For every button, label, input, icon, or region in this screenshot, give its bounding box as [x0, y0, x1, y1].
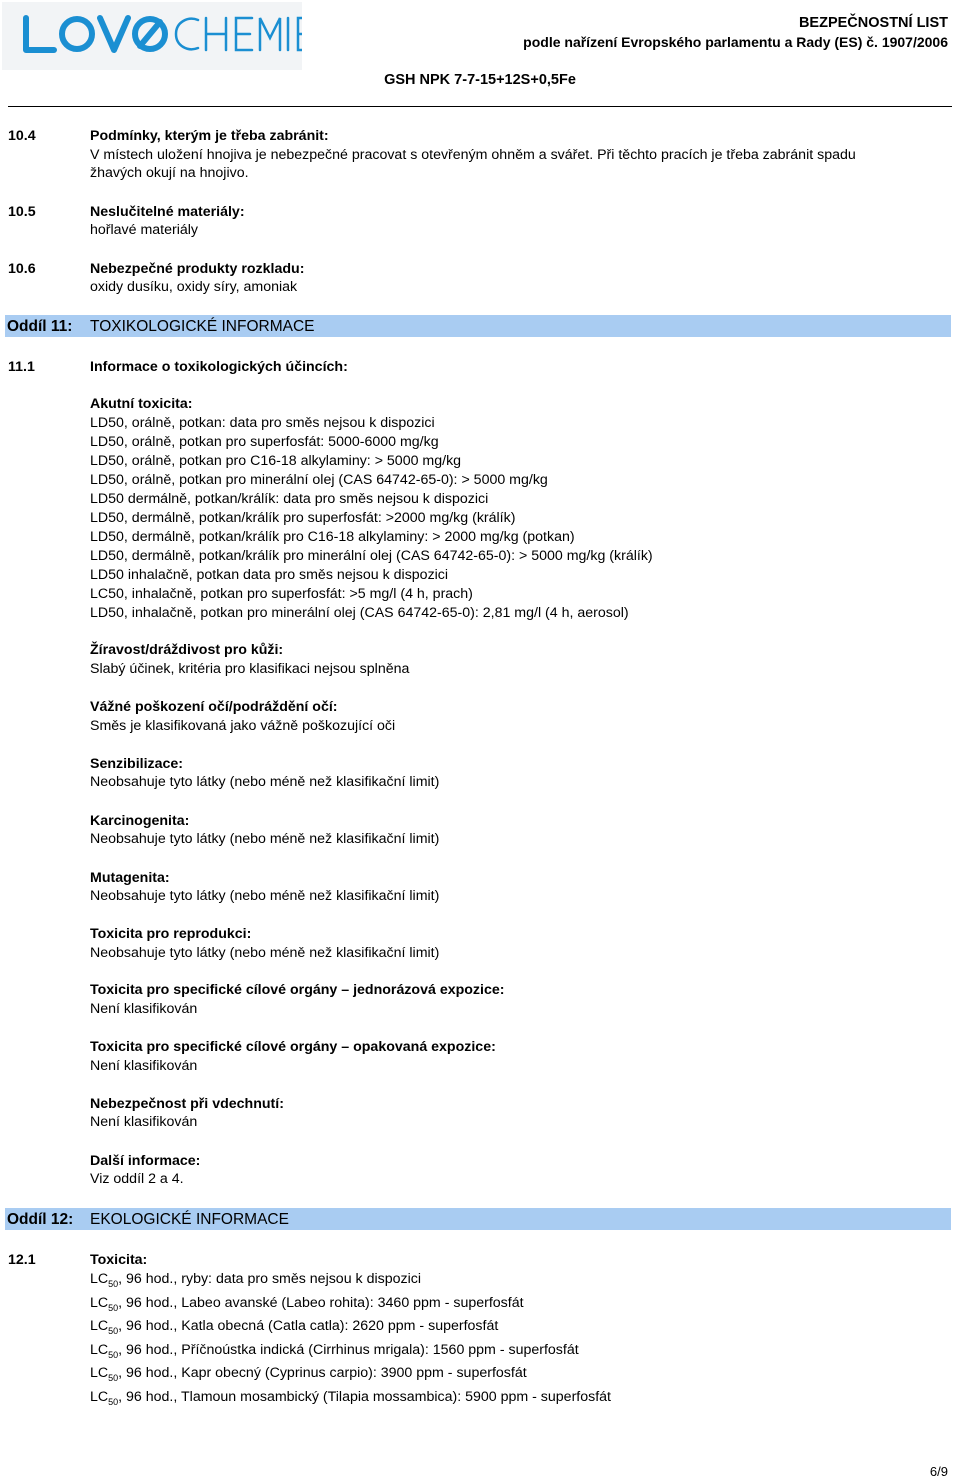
acute-toxicity-item: LD50, inhalačně, potkan pro minerální olej (CAS 64742-65-0): 2,81 mg/l (4 h, aerosol) [90, 605, 629, 621]
stot-single-title: Toxicita pro specifické cílové orgány – jednorázová expozice: [90, 982, 505, 998]
aquatic-toxicity-item: $LC_{50}$, 96 hod., Katla obecná (Catla catla): 2620 ppm - superfosfát [90, 1318, 499, 1336]
acute-toxicity-item: LD50, dermálně, potkan/králík pro superfosfát: >2000 mg/kg (králík) [90, 510, 516, 526]
aquatic-toxicity-item: $LC_{50}$, 96 hod., ryby: data pro směs nejsou k dispozici [90, 1271, 421, 1289]
acute-toxicity-item: LD50 inhalačně, potkan data pro směs nejsou k dispozici [90, 567, 449, 583]
reproductive-toxicity-text: Neobsahuje tyto látky (nebo méně než klasifikační limit) [90, 945, 440, 961]
acute-toxicity-item: LD50, orálně, potkan: data pro směs nejsou k dispozici [90, 415, 435, 431]
acute-toxicity-item: LD50, orálně, potkan pro C16-18 alkylaminy: > 5000 mg/kg [90, 453, 462, 469]
header-divider [8, 106, 952, 107]
section-12-1-number: 12.1 [8, 1252, 36, 1268]
stot-single-text: Není klasifikován [90, 1001, 198, 1017]
section-11-1-title: Informace o toxikologických účincích: [90, 359, 348, 375]
carcinogenicity-title: Karcinogenita: [90, 813, 190, 829]
skin-corrosion-text: Slabý účinek, kritéria pro klasifikaci nejsou splněna [90, 661, 410, 677]
document-title: BEZPEČNOSTNÍ LIST [798, 15, 948, 31]
section-12-number: Oddíl 12: [7, 1211, 74, 1228]
section-10-6-title: Nebezpečné produkty rozkladu: [90, 261, 305, 277]
aquatic-toxicity-item: $LC_{50}$, 96 hod., Příčnoústka indická (Cirrhinus mrigala): 1560 ppm - superfosfát [90, 1341, 579, 1360]
section-11-number: Oddíl 11: [7, 318, 73, 335]
mutagenicity-text: Neobsahuje tyto látky (nebo méně než klasifikační limit) [90, 888, 440, 904]
section-11-title: TOXIKOLOGICKÉ INFORMACE [90, 318, 315, 335]
section-10-6-number: 10.6 [8, 261, 36, 277]
section-10-5-number: 10.5 [8, 204, 36, 220]
section-10-4-text-cont: žhavých okují na hnojivo. [90, 165, 249, 181]
page-number: 6/9 [929, 1464, 948, 1479]
product-name: GSH NPK 7-7-15+12S+0,5Fe [384, 72, 576, 88]
acute-toxicity-item: LD50, orálně, potkan pro minerální olej (CAS 64742-65-0): > 5000 mg/kg [90, 472, 548, 488]
stot-repeated-title: Toxicita pro specifické cílové orgány – opakovaná expozice: [90, 1039, 496, 1055]
aquatic-toxicity-list [90, 1270, 611, 1411]
section-10-6-text: oxidy dusíku, oxidy síry, amoniak [90, 279, 298, 295]
other-info-title: Další informace: [90, 1153, 201, 1169]
aquatic-toxicity-item: $LC_{50}$, 96 hod., Kapr obecný (Cyprinus carpio): 3900 ppm - superfosfát [90, 1365, 527, 1383]
reproductive-toxicity-title: Toxicita pro reprodukci: [90, 926, 252, 942]
aspiration-hazard-text: Není klasifikován [90, 1114, 198, 1130]
section-10-4-title: Podmínky, kterým je třeba zabránit: [90, 128, 329, 144]
aspiration-hazard-title: Nebezpečnost při vdechnutí: [90, 1096, 284, 1112]
acute-toxicity-item: LD50, dermálně, potkan/králík pro C16-18 alkylaminy: > 2000 mg/kg (potkan) [90, 529, 575, 545]
section-10-5-text: hořlavé materiály [90, 222, 199, 238]
other-info-text: Viz oddíl 2 a 4. [90, 1171, 184, 1187]
section-12-title: EKOLOGICKÉ INFORMACE [90, 1211, 289, 1228]
acute-toxicity-item: LD50, orálně, potkan pro superfosfát: 5000-6000 mg/kg [90, 434, 439, 450]
company-logo [2, 2, 302, 70]
section-11-header [5, 315, 951, 337]
section-10-5-title: Neslučitelné materiály: [90, 204, 245, 220]
acute-toxicity-title: Akutní toxicita: [90, 396, 193, 412]
section-12-header [5, 1208, 951, 1230]
stot-repeated-text: Není klasifikován [90, 1058, 198, 1074]
section-11-1-number: 11.1 [8, 359, 35, 375]
acute-toxicity-item: LD50, dermálně, potkan/králík pro minerální olej (CAS 64742-65-0): > 5000 mg/kg (králík) [90, 548, 653, 564]
section-10-4-number: 10.4 [8, 128, 36, 144]
skin-corrosion-title: Žíravost/dráždivost pro kůži: [90, 642, 284, 658]
eye-damage-title: Vážné poškození očí/podráždění očí: [90, 699, 338, 715]
section-10-4-text: V místech uložení hnojiva je nebezpečné pracovat s otevřeným ohněm a svářet. Při těchto pracích je třeba zabránit spadu [90, 147, 856, 163]
section-12-1-title: Toxicita: [90, 1252, 148, 1268]
acute-toxicity-item: LC50, inhalačně, potkan pro superfosfát: >5 mg/l (4 h, prach) [90, 586, 473, 602]
aquatic-toxicity-item: $LC_{50}$, 96 hod., Labeo avanské (Labeo rohita): 3460 ppm - superfosfát [90, 1294, 524, 1313]
aquatic-toxicity-item: $LC_{50}$, 96 hod., Tlamoun mosambický (Tilapia mossambica): 5900 ppm - superfosfát [90, 1388, 611, 1407]
acute-toxicity-item: LD50 dermálně, potkan/králík: data pro směs nejsou k dispozici [90, 491, 489, 507]
regulation-reference: podle nařízení Evropského parlamentu a Rady (ES) č. 1907/2006 [523, 34, 948, 50]
carcinogenicity-text: Neobsahuje tyto látky (nebo méně než klasifikační limit) [90, 831, 440, 847]
sensitisation-title: Senzibilizace: [90, 756, 184, 772]
mutagenicity-title: Mutagenita: [90, 870, 170, 886]
lovochemie-logo-icon [2, 2, 302, 70]
acute-toxicity-list [90, 414, 653, 623]
eye-damage-text: Směs je klasifikovaná jako vážně poškozující oči [90, 718, 396, 734]
sensitisation-text: Neobsahuje tyto látky (nebo méně než klasifikační limit) [90, 774, 440, 790]
